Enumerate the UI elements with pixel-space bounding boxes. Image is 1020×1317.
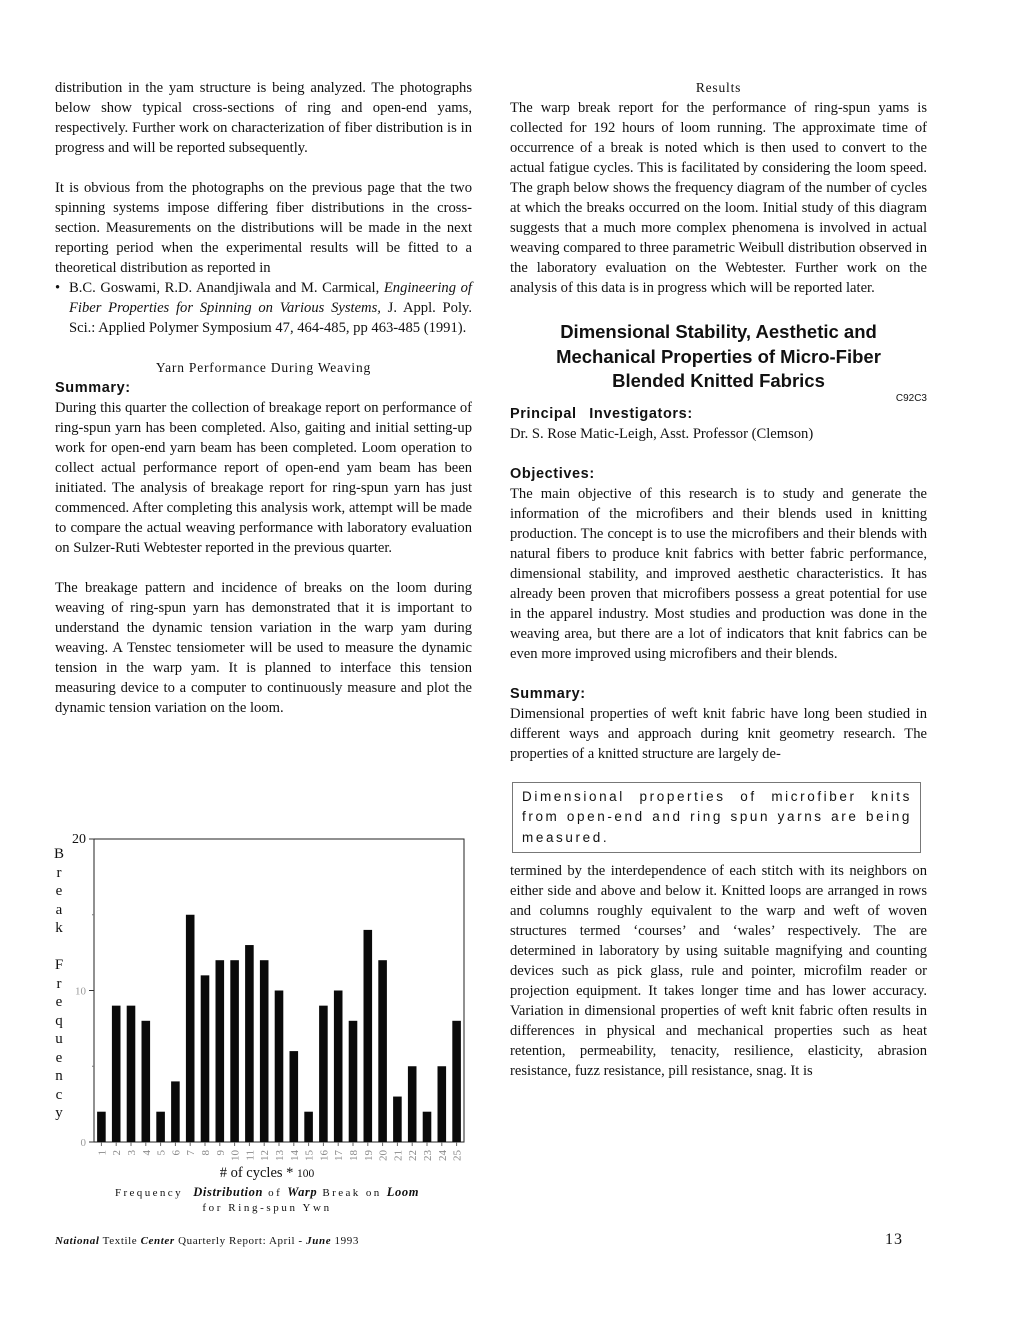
bar-23 — [423, 1112, 432, 1142]
summary-label-right: Summary: — [510, 685, 586, 702]
x-tick-label: 1 — [96, 1150, 109, 1156]
caption-word: Loom — [386, 1185, 420, 1199]
callout-box: Dimensional properties of microfiber knits from open-end and ring spun yarns are being measured. — [512, 782, 921, 854]
chart-caption-line2: for Ring-spun Ywn — [202, 1202, 332, 1214]
x-tick-label: 14 — [288, 1150, 301, 1161]
x-tick-label: 2 — [111, 1150, 124, 1156]
x-tick-label: 6 — [170, 1150, 183, 1156]
intro-paragraph: distribution in the yam structure is being analyzed. The photographs below show typical cross-sections of ring and open-end yams, respectively. Further work on characterization of fiber distribution is in progress and will be reported subsequently. — [55, 80, 472, 156]
y-axis-label-letter: c — [55, 1086, 63, 1103]
x-axis-title — [52, 1165, 482, 1182]
x-tick-label: 22 — [407, 1150, 420, 1161]
project-title-line: Dimensional Stability, Aesthetic and — [560, 321, 877, 342]
footer-text: Quarterly Report: April — [174, 1235, 299, 1247]
bullet-icon: • — [55, 280, 61, 296]
reference-title: Engineering of Fiber Properties for Spinning on Various Systems, — [69, 280, 472, 316]
bar-15 — [304, 1112, 313, 1142]
bar-13 — [275, 991, 284, 1143]
bar-12 — [260, 960, 269, 1142]
x-axis-title-main: # of cycles * — [219, 1165, 294, 1181]
bar-10 — [230, 960, 239, 1142]
y-axis-label-letter: y — [55, 1105, 63, 1121]
bar-17 — [334, 991, 343, 1143]
objectives-paragraph: The main objective of this research is to study and generate the information of the microfibers and their blends used in knitting production. The concept is to use the microfibers and their blends with natural fibers to produce knit fabrics with better fabric performance, dimensional stability, and improved aesthetic characteristics. It has already been proven that microfibers possess a great potential for use in the apparel industry. Most studies and production was done in the weaving area, but there are a lot of indicators that knit fabrics can be even more improved using microfibers and their blends. — [510, 485, 927, 662]
results-heading: Results — [695, 80, 742, 95]
bar-21 — [393, 1097, 402, 1142]
bar-14 — [290, 1051, 299, 1142]
principal-investigator-name: Dr. S. Rose Matic-Leigh, Asst. Professor (Clemson) — [510, 425, 814, 442]
x-tick-label: 13 — [274, 1150, 286, 1161]
chart-plot — [52, 825, 482, 1165]
x-tick-label: 24 — [436, 1150, 449, 1161]
reference-source: J. Appl. Poly. Sci.: Applied Polymer Symposium 47, 464-485, pp 463-485 (1991). — [69, 300, 472, 336]
y-axis-label-letter: k — [55, 920, 63, 936]
footer-text: Textile — [99, 1235, 141, 1247]
caption-word: Frequency — [114, 1187, 183, 1199]
bar-4 — [142, 1021, 151, 1142]
y-axis-label-letter: F — [54, 957, 64, 973]
caption-word: Warp — [287, 1185, 318, 1199]
bar-24 — [438, 1066, 447, 1142]
objectives-label: Objectives: — [510, 465, 595, 482]
page-number: 13 — [885, 1231, 903, 1248]
x-tick-label: 18 — [348, 1150, 360, 1161]
x-tick-label: 17 — [333, 1150, 346, 1161]
caption-word: on — [365, 1187, 382, 1199]
break-frequency-chart — [52, 825, 482, 1220]
distribution-paragraph: It is obvious from the photographs on the previous page that the two spinning systems impose differing fiber distributions in the cross-section. Measurements on the distributions will be made in the next reporting period when the experimental results will be fitted to a theoretical distribution as reported in — [55, 180, 472, 276]
results-paragraph: The warp break report for the performance of ring-spun yams is collected for 192 hours of loom running. The approximate time of occurrence of a break is noted which is then used to convert to the actual fatigue cycles. This is facilitated by considering the loom speed. The graph below shows the frequency diagram of the number of cycles at which the breaks occurred on the loom. Initial study of this diagram suggests that a much more complex phenomena is involved in actual weaving compared to three parametric Weibull distribution observed in the laboratory evaluation on the Webtester. Further work on the analysis of this data is in progress which will be reported later. — [510, 100, 927, 296]
y-axis-label-letter: u — [55, 1031, 63, 1047]
x-tick-label: 9 — [214, 1150, 227, 1156]
y-axis-label-letter: a — [55, 901, 63, 918]
right-column — [510, 78, 927, 1081]
reference-citation — [55, 278, 472, 338]
x-tick-label: 15 — [303, 1150, 316, 1161]
y-axis-label-letter: e — [55, 1049, 63, 1066]
x-tick-label: 4 — [140, 1150, 153, 1156]
bar-22 — [408, 1066, 417, 1142]
summary-paragraph: During this quarter the collection of breakage report on performance of ring-spun yarn has been completed. Also, gaiting and initial setting-up work for open-end yarn beam has been completed. Loom operation to collect actual performance report of open-end yam beam has been initiated. The analysis of breakage report for ring-spun yarn has just commenced. After completing this analysis work, attempt will be made to compare the actual weaving performance with laboratory evaluation on Sulzer-Ruti Webtester reported in the previous quarter. — [55, 400, 472, 556]
bar-9 — [216, 960, 225, 1142]
y-axis-label-letter: B — [53, 846, 64, 862]
x-tick-label: 20 — [377, 1150, 390, 1161]
bar-20 — [378, 960, 387, 1142]
caption-word: Break — [322, 1187, 361, 1199]
footer-center: Center — [140, 1235, 175, 1247]
x-tick-label: 25 — [451, 1150, 464, 1161]
caption-word: of — [268, 1187, 283, 1199]
bar-5 — [156, 1112, 165, 1142]
footer-national: National — [55, 1235, 100, 1247]
bar-25 — [452, 1021, 461, 1142]
y-tick-label: 10 — [75, 985, 86, 998]
reference-authors: B.C. Goswami, R.D. Anandjiwala and M. Carmical, — [69, 280, 384, 296]
x-tick-label: 10 — [229, 1150, 242, 1161]
bar-3 — [127, 1006, 136, 1142]
y-axis-label-letter: q — [55, 1012, 63, 1029]
bar-7 — [186, 915, 195, 1142]
x-tick-label: 3 — [126, 1150, 138, 1156]
x-tick-label: 11 — [244, 1150, 257, 1161]
left-column — [55, 78, 472, 718]
project-code: C92C3 — [895, 392, 927, 404]
x-tick-label: 16 — [318, 1150, 331, 1161]
bar-18 — [349, 1021, 358, 1142]
y-tick-label: 0 — [80, 1137, 86, 1149]
y-tick-label: 20 — [72, 832, 86, 847]
bar-6 — [171, 1081, 180, 1142]
project-title-line: Mechanical Properties of Micro-Fiber — [556, 345, 881, 367]
x-tick-label: 19 — [362, 1150, 375, 1161]
project-title-line: Blended Knitted Fabrics — [612, 370, 825, 391]
summary-label: Summary: — [55, 380, 131, 396]
section-heading: Yarn Performance During Weaving — [155, 360, 372, 375]
x-tick-label: 8 — [200, 1150, 212, 1156]
footer-june: - June — [298, 1235, 332, 1247]
summary-paragraph-a: Dimensional properties of weft knit fabric have long been studied in different ways and approach during knit geometry research. The properties of a knitted structure are largely de- — [510, 705, 927, 762]
y-axis-label-letter: r — [56, 864, 62, 881]
footer-year: 1993 — [331, 1235, 359, 1247]
page-footer — [55, 1235, 359, 1247]
principal-investigators-label: Principal Investigators: — [510, 405, 693, 422]
bar-19 — [364, 930, 373, 1142]
bar-16 — [319, 1006, 328, 1142]
bar-8 — [201, 975, 210, 1142]
bar-1 — [97, 1112, 106, 1142]
caption-word: Distribution — [193, 1185, 264, 1199]
project-title — [510, 320, 927, 394]
y-axis-label-letter: r — [56, 975, 62, 992]
breakage-paragraph: The breakage pattern and incidence of breaks on the loom during weaving of ring-spun yarn has demonstrated that it is important to understand the dynamic tension variation in the warp yam during weaving. A Tenstec tensiometer will be used to measure the dynamic tension in the warp yam. It is planned to interface this tension measuring device to a computer to continuously measure and plot the dynamic tension variation on the loom. — [55, 580, 472, 716]
x-axis-title-suffix: 100 — [297, 1168, 315, 1180]
x-tick-label: 21 — [392, 1150, 405, 1161]
y-axis-label-letter: e — [55, 883, 63, 899]
x-tick-label: 5 — [155, 1150, 168, 1156]
chart-caption-line1 — [52, 1185, 482, 1200]
y-axis-label-letter: e — [55, 994, 63, 1010]
y-axis-label-letter: n — [55, 1068, 63, 1084]
x-tick-label: 12 — [259, 1150, 272, 1161]
x-tick-label: 23 — [422, 1150, 434, 1161]
summary-paragraph-b: termined by the interdependence of each stitch with its neighbors on either side and above and below it. Knitted loops are arranged in rows and columns roughly equivalent to the warp and weft of woven structures termed ‘courses’ and ‘wales’ respectively. The are determined in laboratory by using suitable magnifying and counting devices such as pick glass, rule and pointer, microfilm reader or projection equipment. It takes longer time and has lower accuracy. Variation in dimensional properties of weft knit fabric often results in differences in physical and mechanical properties such as heat retention, permeability, tenacity, resilience, elasticity, abrasion resistance, fuzz resistance, pill resistance, snag. It is — [510, 863, 927, 1079]
x-tick-label: 7 — [185, 1150, 198, 1156]
bar-11 — [245, 945, 254, 1142]
bar-2 — [112, 1006, 121, 1142]
